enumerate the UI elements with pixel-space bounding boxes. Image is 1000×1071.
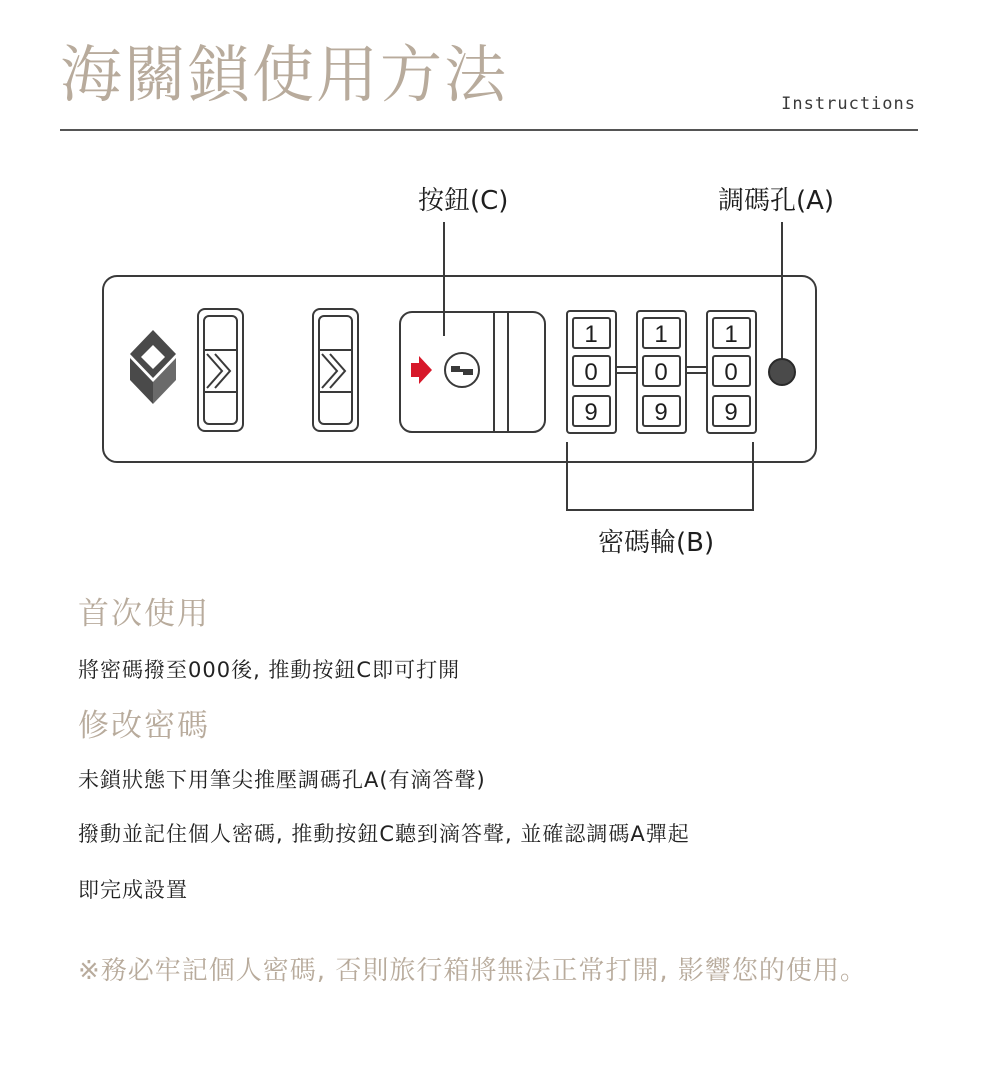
key-slot-icon (451, 366, 473, 375)
push-arrow-icon (411, 356, 432, 384)
change-code-step-2: 撥動並記住個人密碼, 推動按鈕C聽到滴答聲, 並確認調碼A彈起 (78, 822, 690, 846)
wheel-1-digit-middle: 0 (584, 359, 598, 386)
wheel-2-digit-middle: 0 (654, 359, 668, 386)
wheel-2-digit-bottom: 9 (654, 399, 668, 426)
wheel-2-digit-top: 1 (654, 321, 668, 348)
page-title: 海關鎖使用方法 (60, 38, 509, 111)
reset-hole-a (769, 359, 795, 385)
wheels-b-label: 密碼輪(B) (598, 528, 715, 558)
wheel-3-digit-middle: 0 (724, 359, 738, 386)
wheel-1-digit-top: 1 (584, 321, 598, 348)
wheel-3-digit-top: 1 (724, 321, 738, 348)
latch-slider-2 (313, 309, 358, 431)
change-code-step-3: 即完成設置 (78, 878, 188, 902)
wheel-1-digit-bottom: 9 (584, 399, 598, 426)
first-use-instruction: 將密碼撥至000後, 推動按鈕C即可打開 (78, 658, 461, 682)
wheel-3-digit-bottom: 9 (724, 399, 738, 426)
brand-logo-icon (130, 330, 176, 404)
warning-note: ※務必牢記個人密碼, 否則旅行箱將無法正常打開, 影響您的使用。 (78, 956, 867, 986)
title-divider (60, 129, 918, 131)
wheels-bracket (567, 442, 753, 510)
section-change-code-title: 修改密碼 (78, 708, 210, 744)
lock-diagram (0, 170, 1000, 550)
page-subtitle: Instructions (781, 94, 916, 114)
reset-hole-a-label: 調碼孔(A) (718, 186, 835, 216)
section-first-use-title: 首次使用 (78, 596, 210, 632)
change-code-step-1: 未鎖狀態下用筆尖推壓調碼孔A(有滴答聲) (78, 768, 486, 792)
latch-slider-1 (198, 309, 243, 431)
button-c-label: 按鈕(C) (418, 186, 509, 216)
